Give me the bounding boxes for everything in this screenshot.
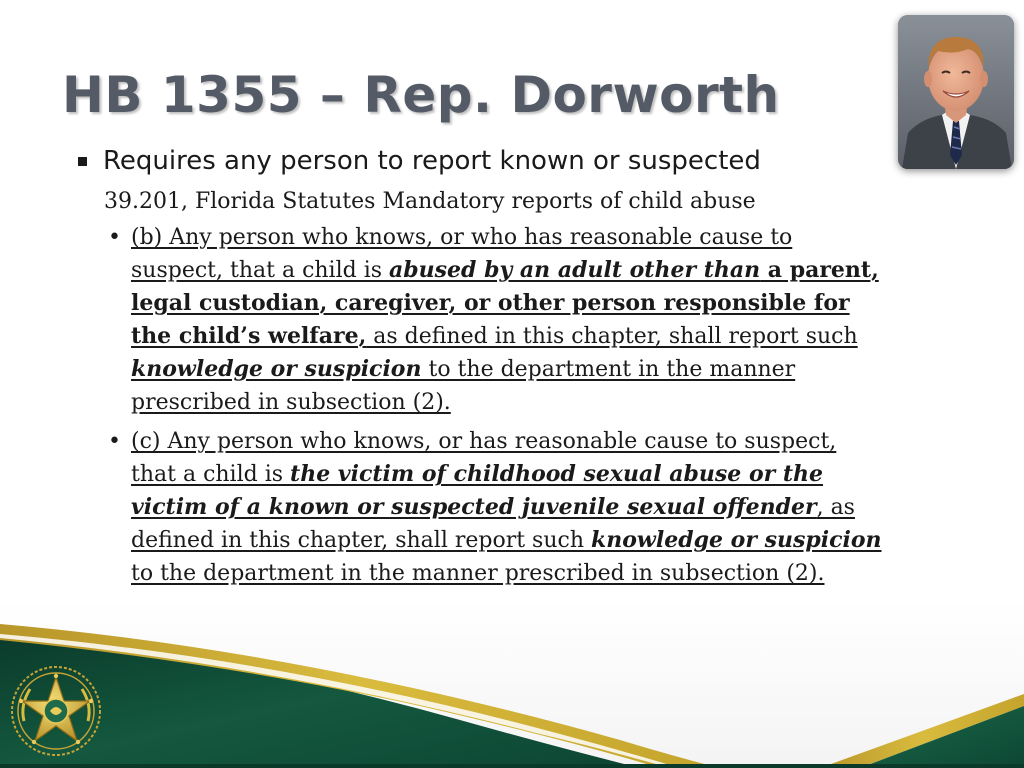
main-bullet-line-1: Requires any person to report known or suspected: [103, 146, 761, 176]
point-c-line: [131, 458, 966, 491]
footer-decoration: [0, 610, 1024, 768]
statute-points: [76, 221, 966, 590]
statute-point-b: [108, 221, 966, 419]
point-c-line: (c) Any person who knows, or has reasonable cause to suspect,: [131, 429, 837, 454]
text-run: as defined in this chapter, shall report such: [366, 324, 858, 349]
main-bullet: [76, 142, 966, 181]
emphasis-text: victim of a known or suspected juvenile sexual offender: [131, 494, 817, 520]
emphasis-text: abused by an adult other than: [389, 257, 761, 283]
square-bullet-icon: [78, 157, 87, 166]
text-run: to the department in the manner: [421, 357, 796, 382]
emphasis-text: knowledge or suspicion: [131, 356, 422, 382]
point-b-line: [131, 320, 966, 353]
bold-text: a parent,: [760, 257, 879, 283]
text-run: suspect, that a child is: [131, 258, 390, 283]
slide-title: HB 1355 – Rep. Dorworth: [62, 66, 780, 124]
point-b-line: [131, 254, 966, 287]
point-c-line: [131, 524, 966, 557]
sheriff-star-badge-icon: [10, 665, 102, 757]
statute-heading: 39.201, Florida Statutes Mandatory reports of child abuse: [104, 189, 756, 214]
emphasis-text: the victim of childhood sexual abuse or the: [290, 461, 824, 487]
point-c-line: [131, 491, 966, 524]
bold-text: the child’s welfare,: [131, 323, 367, 349]
text-run: that a child is: [131, 462, 291, 487]
point-b-line: (b) Any person who knows, or who has reasonable cause to: [131, 225, 793, 250]
text-run: , as: [816, 495, 855, 520]
point-b-line: prescribed in subsection (2).: [131, 390, 451, 415]
text-run: defined in this chapter, shall report such: [131, 528, 592, 553]
point-c-line: to the department in the manner prescribed in subsection (2).: [131, 561, 825, 586]
point-b-line: [131, 353, 966, 386]
round-bullet-icon: •: [108, 429, 121, 454]
slide-content: [76, 142, 966, 590]
emphasis-text: knowledge or suspicion: [591, 527, 882, 553]
round-bullet-icon: •: [108, 225, 121, 250]
point-b-line: legal custodian, caregiver, or other person responsible for: [131, 290, 850, 316]
statute-point-c: [108, 425, 966, 590]
